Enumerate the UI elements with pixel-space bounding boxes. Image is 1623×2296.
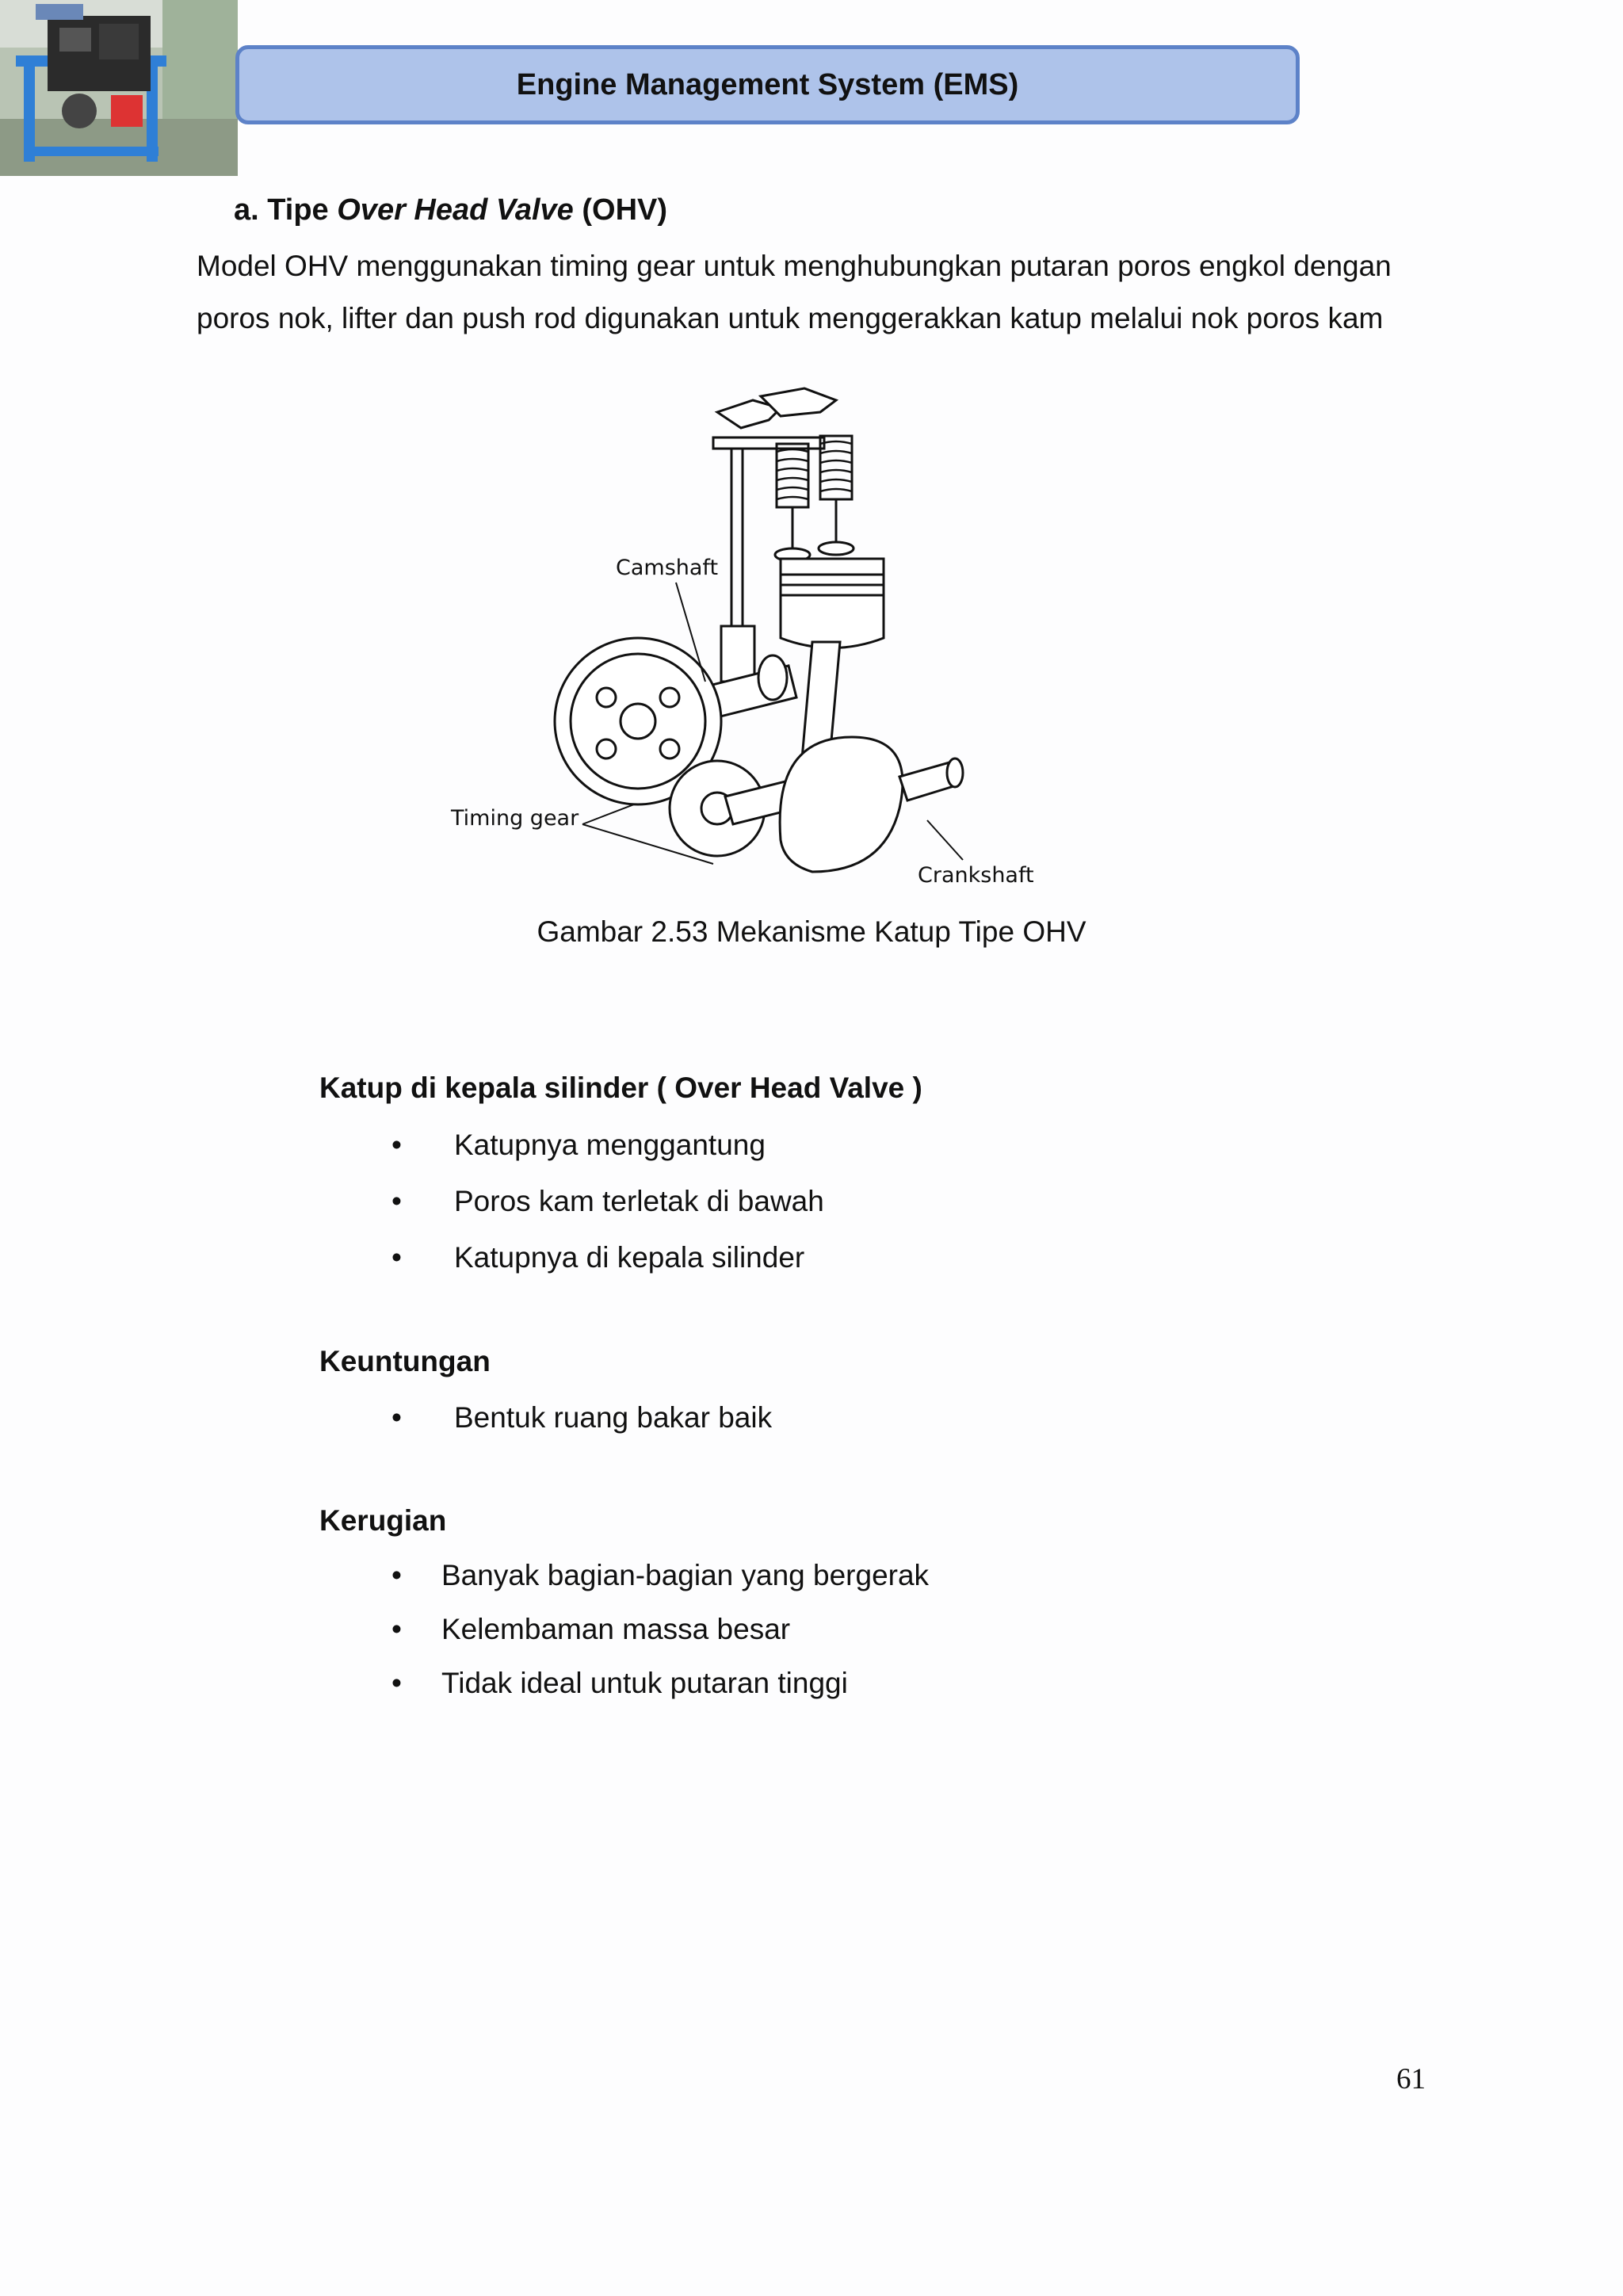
keuntungan-heading: Keuntungan — [319, 1345, 491, 1377]
ohv-mechanism-figure — [440, 365, 1058, 892]
section-heading-suffix: (OHV) — [573, 193, 668, 227]
list-item: Tidak ideal untuk putaran tinggi — [441, 1667, 848, 1699]
list-item: Katupnya menggantung — [454, 1129, 766, 1161]
section-heading — [234, 193, 667, 227]
list-item: Bentuk ruang bakar baik — [454, 1401, 773, 1434]
bullet-marker: • — [391, 1401, 402, 1434]
list-item: Poros kam terletak di bawah — [454, 1185, 824, 1217]
bullet-marker: • — [391, 1241, 402, 1274]
paragraph-line-1: Model OHV menggunakan timing gear untuk menghubungkan putaran poros engkol dengan — [197, 250, 1392, 282]
engine-trainer-photo — [0, 0, 238, 176]
figure-label-crankshaft: Crankshaft — [918, 863, 1034, 888]
list-item: Katupnya di kepala silinder — [454, 1241, 805, 1274]
figure-caption: Gambar 2.53 Mekanisme Katup Tipe OHV — [537, 915, 1086, 948]
header-title: Engine Management System (EMS) — [516, 67, 1019, 101]
ohv-heading: Katup di kepala silinder ( Over Head Valve ) — [319, 1072, 922, 1104]
header-banner — [235, 45, 1300, 124]
paragraph-line-2: poros nok, lifter dan push rod digunakan untuk menggerakkan katup melalui nok poros kam — [197, 302, 1384, 334]
list-item: Kelembaman massa besar — [441, 1613, 791, 1645]
figure-label-camshaft: Camshaft — [616, 556, 719, 580]
section-heading-italic: Over Head Valve — [337, 193, 574, 227]
bullet-marker: • — [391, 1129, 402, 1161]
section-heading-prefix: a. Tipe — [234, 193, 338, 227]
bullet-marker: • — [391, 1559, 402, 1591]
bullet-marker: • — [391, 1667, 402, 1699]
page-number: 61 — [1396, 2063, 1426, 2095]
bullet-marker: • — [391, 1185, 402, 1217]
bullet-marker: • — [391, 1613, 402, 1645]
list-item: Banyak bagian-bagian yang bergerak — [441, 1559, 930, 1591]
figure-label-timing-gear: Timing gear — [451, 806, 579, 831]
kerugian-heading: Kerugian — [319, 1504, 447, 1537]
